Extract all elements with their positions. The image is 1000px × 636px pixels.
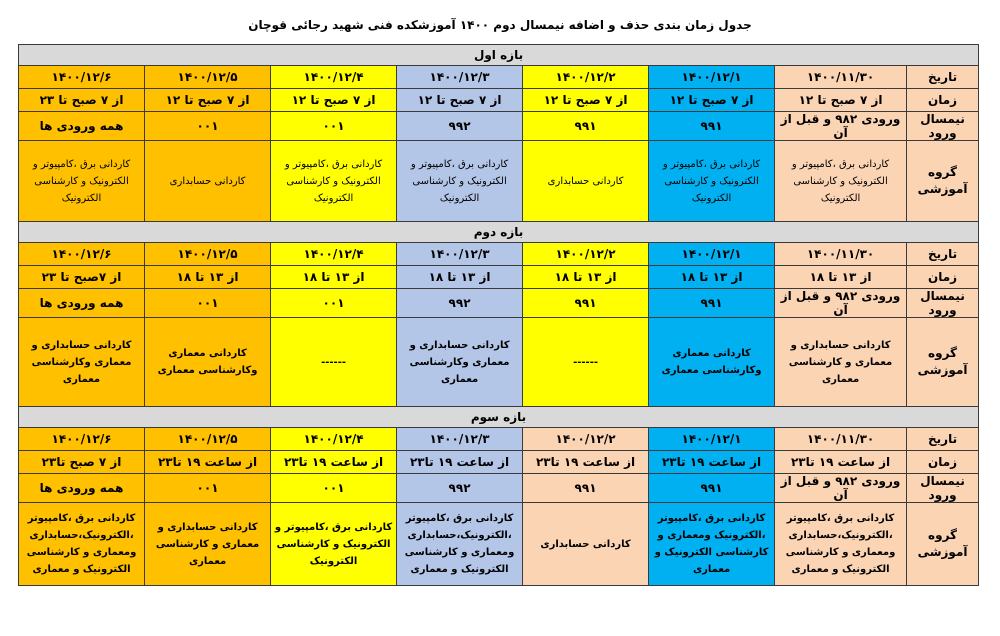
- time-cell: از ۷ صبح تا ۱۲: [775, 89, 907, 112]
- date-cell: ۱۴۰۰/۱۲/۱: [649, 243, 775, 266]
- date-cell: ۱۴۰۰/۱۲/۵: [145, 428, 271, 451]
- semester-cell: ۹۹۱: [523, 474, 649, 503]
- semester-cell: ورودی ۹۸۲ و قبل از آن: [775, 474, 907, 503]
- group-cell: کاردانی برق ،کامپیوتر و الکترونیک و کارشناسی الکترونیک: [271, 141, 397, 222]
- group-cell: کاردانی برق ،کامپیوتر ،الکترونیک،حسابداری ومعماری و کارشناسی الکترونیک و معماری: [775, 503, 907, 586]
- period-header-row: [19, 45, 979, 66]
- group-cell: کاردانی برق ،کامپیوتر و الکترونیک و کارشناسی الکترونیک: [775, 141, 907, 222]
- group-row: [19, 318, 979, 407]
- time-cell: از ۷ صبح تا ۲۳: [19, 89, 145, 112]
- semester-cell: همه ورودی ها: [19, 289, 145, 318]
- semester-cell: ۹۹۲: [397, 112, 523, 141]
- date-cell: ۱۴۰۰/۱۲/۴: [271, 243, 397, 266]
- semester-cell: ورودی ۹۸۲ و قبل از آن: [775, 112, 907, 141]
- date-cell: ۱۴۰۰/۱۲/۳: [397, 66, 523, 89]
- row-label: تاریخ: [907, 428, 979, 451]
- row-label: نیمسال ورود: [907, 289, 979, 318]
- time-cell: از ۷صبح تا ۲۳: [19, 266, 145, 289]
- time-cell: از ۷ صبح تا ۱۲: [523, 89, 649, 112]
- row-label: زمان: [907, 266, 979, 289]
- date-cell: ۱۴۰۰/۱۲/۴: [271, 428, 397, 451]
- time-row: [19, 89, 979, 112]
- semester-cell: ۰۰۱: [145, 112, 271, 141]
- group-cell: کاردانی برق ،کامپیوتر و الکترونیک و کارشناسی الکترونیک: [19, 141, 145, 222]
- group-cell: کاردانی معماری وکارشناسی معماری: [649, 318, 775, 407]
- time-cell: از ۱۳ تا ۱۸: [271, 266, 397, 289]
- date-row: [19, 66, 979, 89]
- time-cell: از ۷ صبح تا ۱۲: [271, 89, 397, 112]
- semester-cell: ۹۹۱: [523, 289, 649, 318]
- page-title: جدول زمان بندی حذف و اضافه نیمسال دوم ۱۴۰۰ آموزشکده فنی شهید رجائی قوچان: [248, 18, 752, 32]
- group-cell: کاردانی برق ،کامپیوتر و الکترونیک و کارشناسی الکترونیک: [397, 141, 523, 222]
- time-row: [19, 266, 979, 289]
- date-cell: ۱۴۰۰/۱۲/۳: [397, 428, 523, 451]
- time-cell: از ۷ صبح تا۲۳: [19, 451, 145, 474]
- date-row: [19, 243, 979, 266]
- group-cell: کاردانی حسابداری: [145, 141, 271, 222]
- group-cell: کاردانی برق ،کامپیوتر و الکترونیک و کارشناسی الکترونیک: [271, 503, 397, 586]
- time-cell: از ساعت ۱۹ تا۲۳: [271, 451, 397, 474]
- semester-cell: ۰۰۱: [145, 474, 271, 503]
- group-cell: کاردانی برق ،کامپیوتر و الکترونیک و کارشناسی الکترونیک: [649, 141, 775, 222]
- semester-cell: همه ورودی ها: [19, 474, 145, 503]
- semester-row: [19, 474, 979, 503]
- group-cell: کاردانی حسابداری و معماری و کارشناسی معماری: [145, 503, 271, 586]
- group-cell: کاردانی حسابداری و معماری و کارشناسی معماری: [775, 318, 907, 407]
- date-cell: ۱۴۰۰/۱۲/۱: [649, 428, 775, 451]
- date-cell: ۱۴۰۰/۱۲/۶: [19, 428, 145, 451]
- semester-cell: ۰۰۱: [271, 289, 397, 318]
- period-title: بازه سوم: [19, 407, 979, 428]
- semester-row: [19, 112, 979, 141]
- date-cell: ۱۴۰۰/۱۲/۶: [19, 243, 145, 266]
- time-cell: از ۱۳ تا ۱۸: [523, 266, 649, 289]
- semester-cell: همه ورودی ها: [19, 112, 145, 141]
- schedule-table: [18, 44, 979, 586]
- semester-cell: ۰۰۱: [271, 474, 397, 503]
- semester-cell: ۹۹۱: [649, 289, 775, 318]
- period-title: بازه اول: [19, 45, 979, 66]
- semester-cell: ۹۹۱: [649, 474, 775, 503]
- period-header-row: [19, 222, 979, 243]
- semester-cell: ۰۰۱: [145, 289, 271, 318]
- group-cell: کاردانی معماری وکارشناسی معماری: [145, 318, 271, 407]
- time-cell: از ۱۳ تا ۱۸: [649, 266, 775, 289]
- row-label: گروه آموزشی: [907, 141, 979, 222]
- group-cell: کاردانی برق ،کامپیوتر ،الکترونیک،حسابداری ومعماری و کارشناسی الکترونیک و معماری: [397, 503, 523, 586]
- date-cell: ۱۴۰۰/۱۲/۱: [649, 66, 775, 89]
- date-cell: ۱۴۰۰/۱۲/۲: [523, 428, 649, 451]
- group-cell: کاردانی برق ،کامپیوتر ،الکترونیک،حسابداری ومعماری و کارشناسی الکترونیک و معماری: [19, 503, 145, 586]
- date-cell: ۱۴۰۰/۱۱/۳۰: [775, 243, 907, 266]
- date-cell: ۱۴۰۰/۱۲/۵: [145, 66, 271, 89]
- date-cell: ۱۴۰۰/۱۲/۲: [523, 243, 649, 266]
- semester-row: [19, 289, 979, 318]
- semester-cell: ۹۹۱: [649, 112, 775, 141]
- time-cell: از ساعت ۱۹ تا۲۳: [523, 451, 649, 474]
- time-cell: از ساعت ۱۹ تا۲۳: [775, 451, 907, 474]
- row-label: نیمسال ورود: [907, 474, 979, 503]
- group-cell: ------: [523, 318, 649, 407]
- time-cell: از ۱۳ تا ۱۸: [145, 266, 271, 289]
- semester-cell: ۹۹۲: [397, 289, 523, 318]
- group-cell: کاردانی حسابداری: [523, 141, 649, 222]
- group-cell: کاردانی حسابداری و معماری وکارشناسی معماری: [19, 318, 145, 407]
- group-cell: ------: [271, 318, 397, 407]
- date-cell: ۱۴۰۰/۱۲/۳: [397, 243, 523, 266]
- row-label: نیمسال ورود: [907, 112, 979, 141]
- date-cell: ۱۴۰۰/۱۲/۴: [271, 66, 397, 89]
- group-cell: کاردانی حسابداری و معماری وکارشناسی معماری: [397, 318, 523, 407]
- time-cell: از ساعت ۱۹ تا۲۳: [649, 451, 775, 474]
- date-cell: ۱۴۰۰/۱۲/۶: [19, 66, 145, 89]
- time-cell: از ۷ صبح تا ۱۲: [649, 89, 775, 112]
- group-cell: کاردانی برق ،کامپیوتر ،الکترونیک ومعماری و کارشناسی الکترونیک و معماری: [649, 503, 775, 586]
- time-cell: از ۷ صبح تا ۱۲: [145, 89, 271, 112]
- time-cell: از ۱۳ تا ۱۸: [775, 266, 907, 289]
- period-title: بازه دوم: [19, 222, 979, 243]
- semester-cell: ۰۰۱: [271, 112, 397, 141]
- time-cell: از ۷ صبح تا ۱۲: [397, 89, 523, 112]
- semester-cell: ۹۹۱: [523, 112, 649, 141]
- date-cell: ۱۴۰۰/۱۱/۳۰: [775, 66, 907, 89]
- time-cell: از ۱۳ تا ۱۸: [397, 266, 523, 289]
- row-label: گروه آموزشی: [907, 318, 979, 407]
- group-row: [19, 141, 979, 222]
- date-cell: ۱۴۰۰/۱۲/۲: [523, 66, 649, 89]
- date-row: [19, 428, 979, 451]
- date-cell: ۱۴۰۰/۱۲/۵: [145, 243, 271, 266]
- semester-cell: ورودی ۹۸۲ و قبل از آن: [775, 289, 907, 318]
- row-label: زمان: [907, 89, 979, 112]
- row-label: تاریخ: [907, 243, 979, 266]
- date-cell: ۱۴۰۰/۱۱/۳۰: [775, 428, 907, 451]
- group-row: [19, 503, 979, 586]
- row-label: تاریخ: [907, 66, 979, 89]
- time-cell: از ساعت ۱۹ تا۲۳: [145, 451, 271, 474]
- semester-cell: ۹۹۲: [397, 474, 523, 503]
- row-label: گروه آموزشی: [907, 503, 979, 586]
- time-cell: از ساعت ۱۹ تا۲۳: [397, 451, 523, 474]
- row-label: زمان: [907, 451, 979, 474]
- period-header-row: [19, 407, 979, 428]
- group-cell: کاردانی حسابداری: [523, 503, 649, 586]
- time-row: [19, 451, 979, 474]
